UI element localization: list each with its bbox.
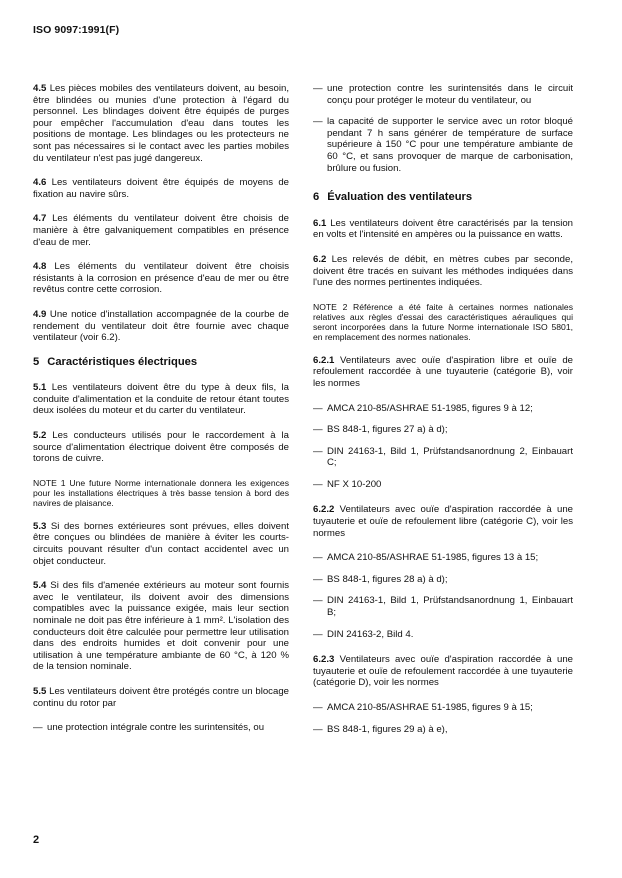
clause-5-2: 5.2 Les conducteurs utilisés pour le raccordement à la source d'alimentation électrique doivent être composés de torons de cuivre.: [33, 430, 289, 465]
list-item: — NF X 10-200: [313, 478, 382, 490]
list-item: — AMCA 210-85/ASHRAE 51-1985, figures 9 à 12;: [313, 402, 533, 414]
clause-6-2-1: 6.2.1 Ventilateurs avec ouïe d'aspiration libre et ouïe de refoulement raccordée à une tuyauterie (catégorie B), voir les normes: [313, 354, 573, 389]
note-2: NOTE 2 Référence a été faite à certaines normes nationales relatives aux règles d'essai des caractéristiques aérauliques qui seront incorporées dans la future Norme internationale ISO 5801, en remplacement des normes nationales.: [313, 301, 573, 342]
clause-5-1: 5.1 Les ventilateurs doivent être du type à deux fils, la conduite d'alimentation et la conduite de retour étant toutes deux isolées du moteur et du carter du ventilateur.: [33, 382, 289, 417]
clause-4-8: 4.8 Les éléments du ventilateur doivent être choisis résistants à la corrosion en présence d'eau de mer ou être revêtus contre cette corrosion.: [33, 261, 289, 296]
list-item: — la capacité de supporter le service avec un rotor bloqué pendant 7 h sans générer de température de surface supérieure à 150 °C pour une température ambiante de 60 °C, et sans provoquer de marque de carbonisation, brûlure ou fusion.: [313, 116, 573, 174]
clause-4-5: 4.5 Les pièces mobiles des ventilateurs doivent, au besoin, être blindées ou munies d'une protection à l'égard du personnel. Les blindages doivent être équipés de purges pour empêcher l'accumulation d'eau dans toutes les positions de montage. Les blindages ou les protecteurs ne sont pas nécessaires si le contact avec les parties mobiles du ventilateur n'est pas jugé dangereux.: [33, 83, 290, 164]
list-item: — AMCA 210-85/ASHRAE 51-1985, figures 9 à 15;: [313, 702, 533, 713]
page-header: ISO 9097:1991(F): [33, 24, 120, 36]
list-item: — BS 848-1, figures 28 a) à d);: [313, 573, 448, 585]
clause-4-9: 4.9 Une notice d'installation accompagnée de la courbe de rendement du ventilateur doit être fournie avec chaque ventilateur (voir 6.2).: [33, 308, 289, 344]
clause-5-5: 5.5 Les ventilateurs doivent être protégés contre un blocage continu du rotor par: [33, 685, 289, 709]
clause-5-3: 5.3 Si des bornes extérieures sont prévues, elles doivent être conçues ou blindées de manière à éviter les courts-circuits pouvant résulter d'un contact accidentel avec un objet conducteur.: [33, 520, 290, 567]
list-item: — DIN 24163-1, Bild 1, Prüfstandsanordnung 2, Einbauart C;: [313, 445, 573, 469]
list-item: — une protection contre les surintensités dans le circuit conçu pour protéger le moteur du ventilateur, ou: [313, 83, 573, 106]
clause-6-2-3: 6.2.3 Ventilateurs avec ouïe d'aspiration raccordée à une tuyauterie et ouïe de refoulement raccordée à une tuyauterie (catégorie D), voir les normes: [313, 654, 573, 689]
clause-4-7: 4.7 Les éléments du ventilateur doivent être choisis de manière à être galvaniquement compatibles en présence d'eau de mer.: [33, 213, 289, 248]
clause-6-2-2: 6.2.2 Ventilateurs avec ouïe d'aspiration raccordée à une tuyauterie et ouïe de refoulement libre (catégorie C), voir les normes: [313, 504, 573, 539]
clause-6-1: 6.1 Les ventilateurs doivent être caractérisés par la tension en volts et l'intensité en ampères ou la puissance en watts.: [313, 217, 574, 241]
list-item: — une protection intégrale contre les surintensités, ou: [33, 722, 265, 734]
list-item: — DIN 24163-2, Bild 4.: [313, 628, 414, 640]
clause-5-4: 5.4 Si des fils d'amenée extérieurs au moteur sont fournis avec le ventilateur, ils doivent avoir des dimensions compatibles avec la puissance exigée, mais leur section nominale ne doit pas être inférieure à 1 mm². L'isolation des conducteurs doit être calculée pour permettre leur utilisation dans des endroits humides et doit convenir pour une utilisation à une température ambiante de 60 °C, à 120 % de la tension nominale.: [33, 580, 289, 673]
clause-6-2: 6.2 Les relevés de débit, en mètres cubes par seconde, doivent être tracés en suivant les méthodes indiquées dans l'une des normes pertinentes indiquées.: [313, 253, 573, 289]
list-item: — BS 848-1, figures 27 a) à d);: [313, 424, 448, 436]
section-5-heading: 5 Caractéristiques électriques: [33, 355, 198, 368]
list-item: — AMCA 210-85/ASHRAE 51-1985, figures 13 à 15;: [313, 552, 539, 564]
page-number: 2: [33, 834, 40, 846]
section-6-heading: 6 Évaluation des ventilateurs: [313, 191, 473, 204]
note-1: NOTE 1 Une future Norme internationale donnera les exigences pour les installations électriques à très basse tension à bord des navires de plaisance.: [33, 477, 289, 508]
clause-4-6: 4.6 Les ventilateurs doivent être équipés de moyens de fixation au navire sûrs.: [33, 177, 289, 200]
list-item: — BS 848-1, figures 29 a) à e),: [313, 723, 448, 735]
right-column: [313, 83, 573, 745]
list-item: — DIN 24163-1, Bild 1, Prüfstandsanordnung 1, Einbauart B;: [313, 595, 573, 619]
left-column: [33, 83, 289, 744]
